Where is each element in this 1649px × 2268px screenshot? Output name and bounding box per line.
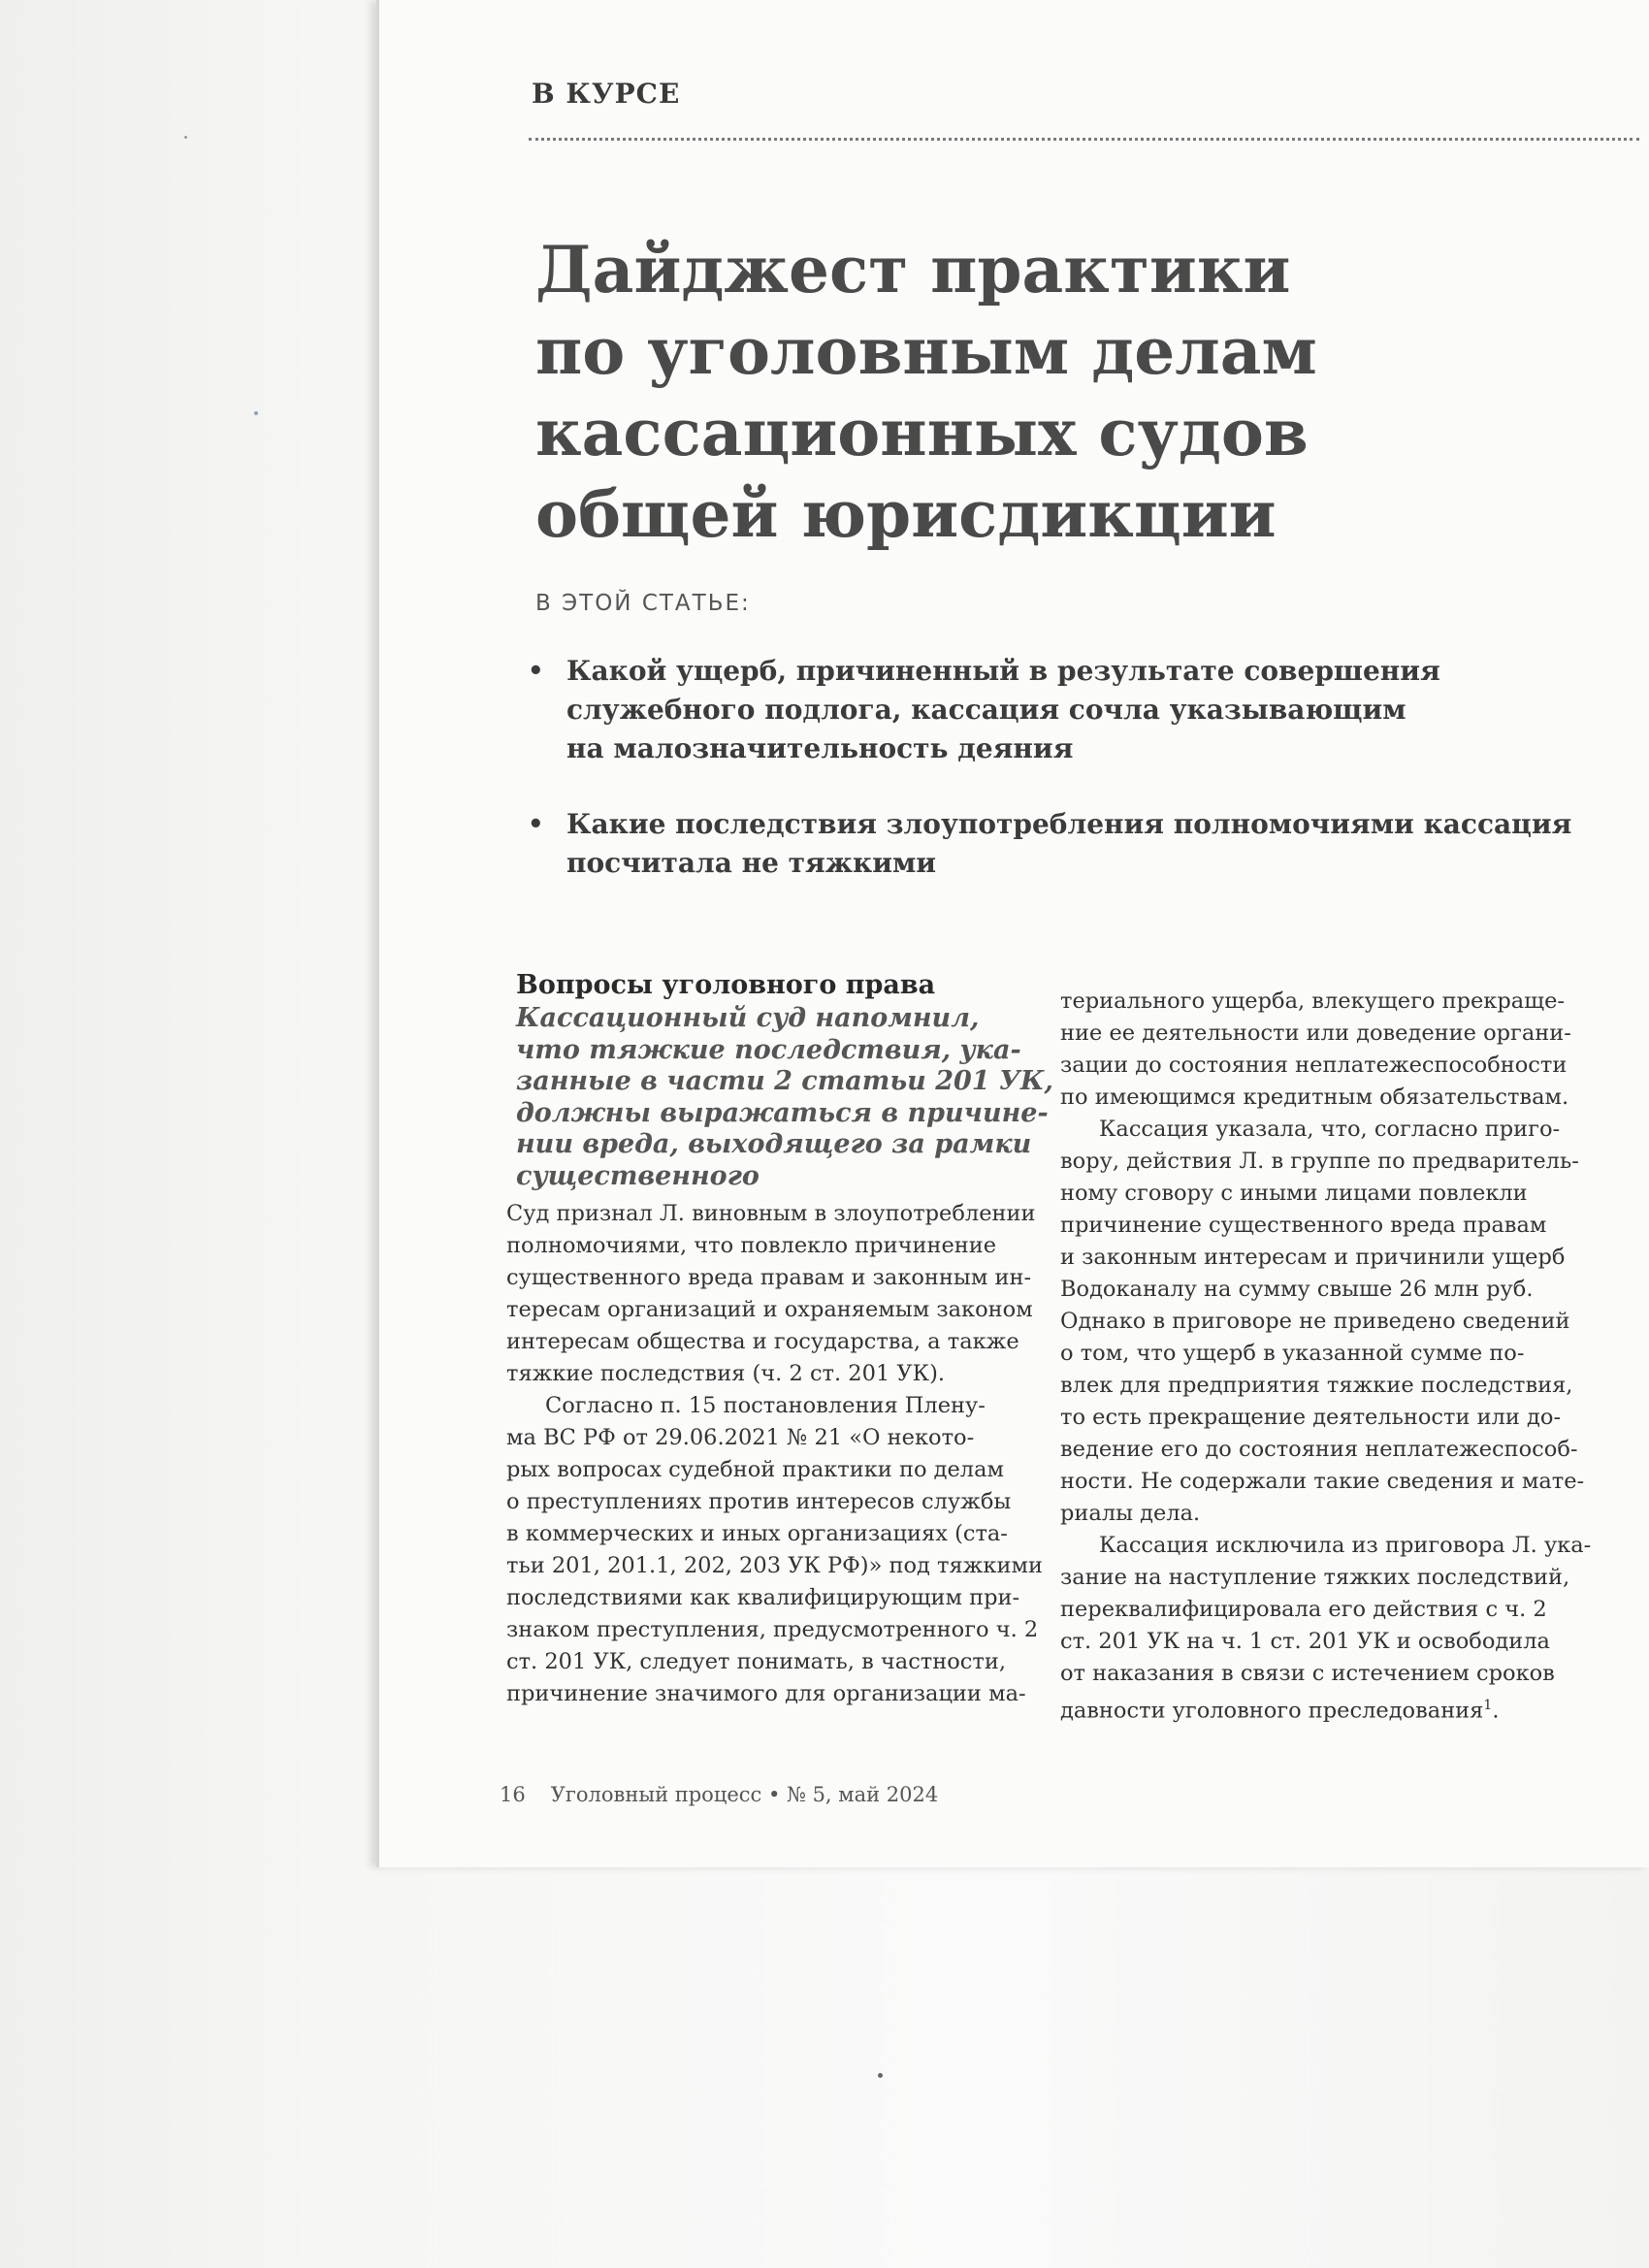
- text-line: ст. 201 УК, следует понимать, в частности,: [506, 1649, 1006, 1674]
- footnote-reference[interactable]: 1: [1483, 1698, 1493, 1713]
- highlight-line: на малозначительность деяния: [566, 732, 1074, 764]
- text-line: ведение его до состояния неплатежеспособ-: [1060, 1437, 1578, 1462]
- text-line: Суд признал Л. виновным в злоупотреблении: [506, 1201, 1036, 1226]
- text-line: переквалифицировала его действия с ч. 2: [1060, 1597, 1547, 1622]
- text-line: от наказания в связи с истечением сроков: [1060, 1661, 1555, 1686]
- title-line: общей юрисдикции: [535, 476, 1277, 552]
- page-edge: [376, 0, 379, 1867]
- text-fragment: давности уголовного преследования: [1060, 1698, 1484, 1724]
- text-line: ст. 201 УК на ч. 1 ст. 201 УК и освободила: [1060, 1629, 1550, 1654]
- body-paragraph: [506, 1390, 1043, 1710]
- text-line: риалы дела.: [1060, 1501, 1201, 1526]
- lead-line: что тяжкие последствия, ука-: [516, 1034, 1021, 1065]
- text-line: о том, что ущерб в указанной сумме по-: [1060, 1341, 1525, 1366]
- lead-line: занные в части 2 статьи 201 УК,: [516, 1066, 1053, 1096]
- text-line: рых вопросах судебной практики по делам: [506, 1457, 1005, 1482]
- text-line: интересам общества и государства, а также: [506, 1329, 1019, 1354]
- journal-issue: Уголовный процесс • № 5, май 2024: [550, 1783, 939, 1806]
- text-line: последствиями как квалифицирующим при-: [506, 1585, 1020, 1610]
- text-line: вору, действия Л. в группе по предваритель-: [1060, 1149, 1579, 1174]
- text-line: тьи 201, 201.1, 202, 203 УК РФ)» под тяжкими: [506, 1553, 1043, 1578]
- bullet-icon: •: [528, 810, 544, 839]
- text-line: [1060, 1690, 1600, 1728]
- lead-line: должны выражаться в причине-: [516, 1097, 1049, 1128]
- text-line: зации до состояния неплатежеспособности: [1060, 1053, 1568, 1078]
- text-line: Кассация исключила из приговора Л. ука-: [1099, 1533, 1592, 1558]
- highlight-item: [524, 652, 1610, 768]
- text-line: существенного вреда правам и законным ин-: [506, 1265, 1032, 1290]
- text-line: то есть прекращение деятельности или до-: [1060, 1405, 1562, 1430]
- highlight-line: Какие последствия злоупотребления полномочиями кассация: [566, 808, 1572, 840]
- highlight-item: [524, 805, 1610, 883]
- text-line: в коммерческих и иных организациях (ста-: [506, 1521, 1008, 1546]
- lead-line: существенного: [516, 1160, 760, 1191]
- text-line: зание на наступление тяжких последствий,: [1060, 1565, 1570, 1590]
- title-line: по уголовным делам: [535, 313, 1317, 389]
- body-paragraph: [1060, 1530, 1600, 1728]
- text-line: ности. Не содержали такие сведения и мате-: [1060, 1469, 1585, 1494]
- text-line: знаком преступления, предусмотренного ч. 2: [506, 1617, 1039, 1642]
- title-line: Дайджест практики: [535, 232, 1291, 308]
- text-line: ма ВС РФ от 29.06.2021 № 21 «О некото-: [506, 1425, 975, 1450]
- body-paragraph: [506, 1198, 1035, 1390]
- page-number: 16: [500, 1783, 526, 1806]
- text-line: Однако в приговоре не приведено сведений: [1060, 1309, 1570, 1334]
- text-line: териального ущерба, влекущего прекраще-: [1060, 988, 1566, 1014]
- left-column: [506, 968, 1053, 1710]
- text-line: тересам организаций и охраняемым законом: [506, 1297, 1033, 1322]
- text-line: причинение существенного вреда правам: [1060, 1213, 1547, 1238]
- body-paragraph: [1060, 1114, 1600, 1530]
- rubric-heading: Вопросы уголовного права: [516, 970, 936, 1000]
- lead-line: нии вреда, выходящего за рамки: [516, 1129, 1032, 1159]
- in-article-label: В ЭТОЙ СТАТЬЕ:: [535, 591, 751, 616]
- text-line: по имеющимся кредитным обязательствам.: [1060, 1085, 1569, 1110]
- page-footer: [500, 1783, 938, 1806]
- body-paragraph: [1060, 986, 1600, 1114]
- text-line: тяжкие последствия (ч. 2 ст. 201 УК).: [506, 1361, 946, 1386]
- title-line: кассационных судов: [535, 395, 1309, 470]
- scan-speck: [254, 411, 258, 415]
- text-line: ному сговору с иными лицами повлекли: [1060, 1181, 1528, 1206]
- section-label: В КУРСЕ: [532, 78, 681, 110]
- text-line: Водоканалу на сумму свыше 26 млн руб.: [1060, 1277, 1534, 1302]
- scan-speck: [184, 136, 187, 139]
- right-column: [1060, 986, 1600, 1728]
- highlight-line: Какой ущерб, причиненный в результате совершения: [566, 655, 1440, 687]
- text-line: о преступлениях против интересов службы: [506, 1489, 1012, 1514]
- highlight-line: служебного подлога, кассация сочла указывающим: [566, 694, 1406, 726]
- text-line: и законным интересам и причинили ущерб: [1060, 1245, 1566, 1270]
- sentence-period: .: [1492, 1698, 1500, 1724]
- highlight-line: посчитала не тяжкими: [566, 847, 937, 879]
- text-line: Согласно п. 15 постановления Плену-: [545, 1393, 986, 1418]
- text-line: ние ее деятельности или доведение органи-: [1060, 1021, 1571, 1046]
- text-line: полномочиями, что повлекло причинение: [506, 1233, 997, 1258]
- dotted-divider: [529, 138, 1639, 141]
- text-line: Кассация указала, что, согласно приго-: [1099, 1117, 1561, 1142]
- bullet-icon: •: [528, 657, 544, 686]
- lead-line: Кассационный суд напомнил,: [516, 1003, 980, 1033]
- article-title: [535, 229, 1408, 555]
- text-line: влек для предприятия тяжкие последствия,: [1060, 1373, 1573, 1398]
- text-line: причинение значимого для организации ма-: [506, 1681, 1026, 1706]
- scan-speck: [878, 2073, 883, 2078]
- article-highlights: [524, 652, 1610, 920]
- lead-text: [516, 1003, 1053, 1192]
